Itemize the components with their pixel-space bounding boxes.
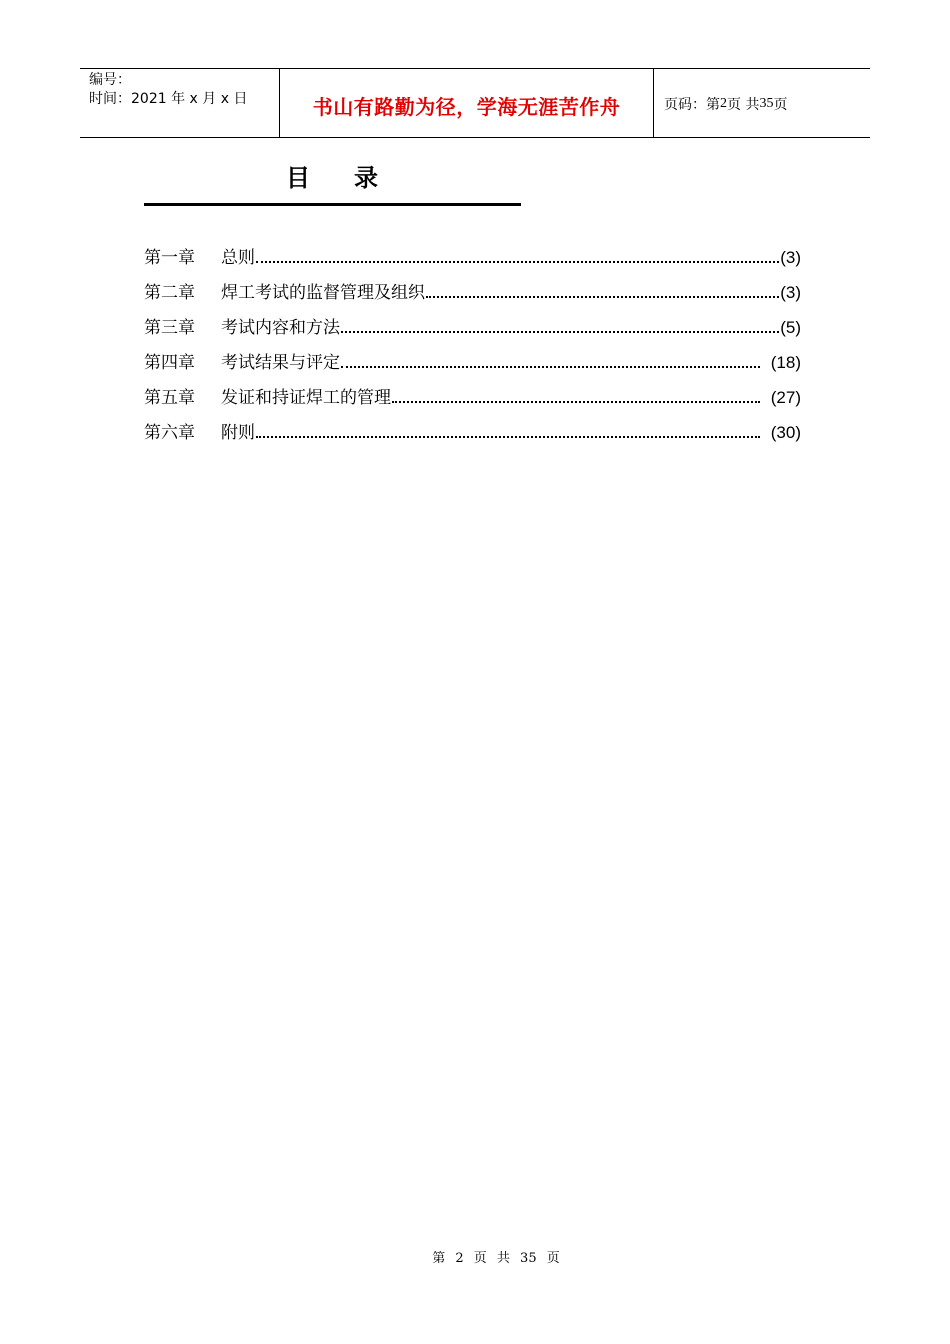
toc-chapter: 第三章: [144, 318, 195, 338]
toc-leader-dots: [256, 261, 779, 263]
toc-page-number: (30): [770, 423, 801, 442]
header-motto-cell: [280, 69, 654, 137]
toc-page-number: (27): [770, 388, 801, 407]
page-label: 页码：第: [664, 97, 720, 113]
toc-page-number: (3): [780, 283, 801, 302]
toc-chapter: 第四章: [144, 353, 195, 373]
page-footer: 第 2 页 共 35 页: [432, 1251, 560, 1266]
toc-entry[interactable]: [144, 383, 801, 418]
table-of-contents: [144, 243, 801, 453]
toc-chapter: 第五章: [144, 388, 195, 408]
toc-leader-dots: [256, 436, 760, 438]
document-date: 时间：2021 年 x 月 x 日: [89, 91, 248, 107]
toc-entry-title: 考试结果与评定: [221, 353, 340, 373]
header-motto: 书山有路勤为径，学海无涯苦作舟: [312, 94, 621, 119]
toc-page-number: (18): [770, 353, 801, 372]
toc-leader-dots: [392, 401, 760, 403]
toc-entry[interactable]: [144, 243, 801, 278]
document-number-label: 编号：: [89, 72, 131, 88]
toc-entry[interactable]: [144, 278, 801, 313]
toc-entry-title: 考试内容和方法: [221, 318, 340, 338]
title-underline: [144, 203, 521, 206]
toc-entry[interactable]: [144, 348, 801, 383]
toc-page-number: (5): [780, 318, 801, 337]
toc-chapter: 第一章: [144, 248, 195, 268]
page-header: [80, 68, 870, 138]
toc-leader-dots: [426, 296, 779, 298]
page-suffix: 页: [773, 97, 788, 113]
toc-page-number: (3): [780, 248, 801, 267]
toc-entry-title: 发证和持证焊工的管理: [221, 388, 391, 408]
toc-entry[interactable]: [144, 418, 801, 453]
toc-title: 目录: [286, 164, 422, 192]
toc-chapter: 第二章: [144, 283, 195, 303]
toc-entry-title: 附则: [221, 423, 255, 443]
page-current: 2: [720, 96, 727, 111]
header-meta: [80, 69, 280, 137]
toc-entry-title: 总则: [221, 248, 255, 268]
page-total: 35: [759, 96, 774, 111]
toc-leader-dots: [341, 366, 760, 368]
toc-chapter: 第六章: [144, 423, 195, 443]
toc-entry[interactable]: [144, 313, 801, 348]
page-mid-label: 页 共: [727, 97, 760, 113]
header-page-info: [654, 69, 870, 137]
toc-entry-title: 焊工考试的监督管理及组织: [221, 283, 425, 303]
toc-leader-dots: [341, 331, 779, 333]
